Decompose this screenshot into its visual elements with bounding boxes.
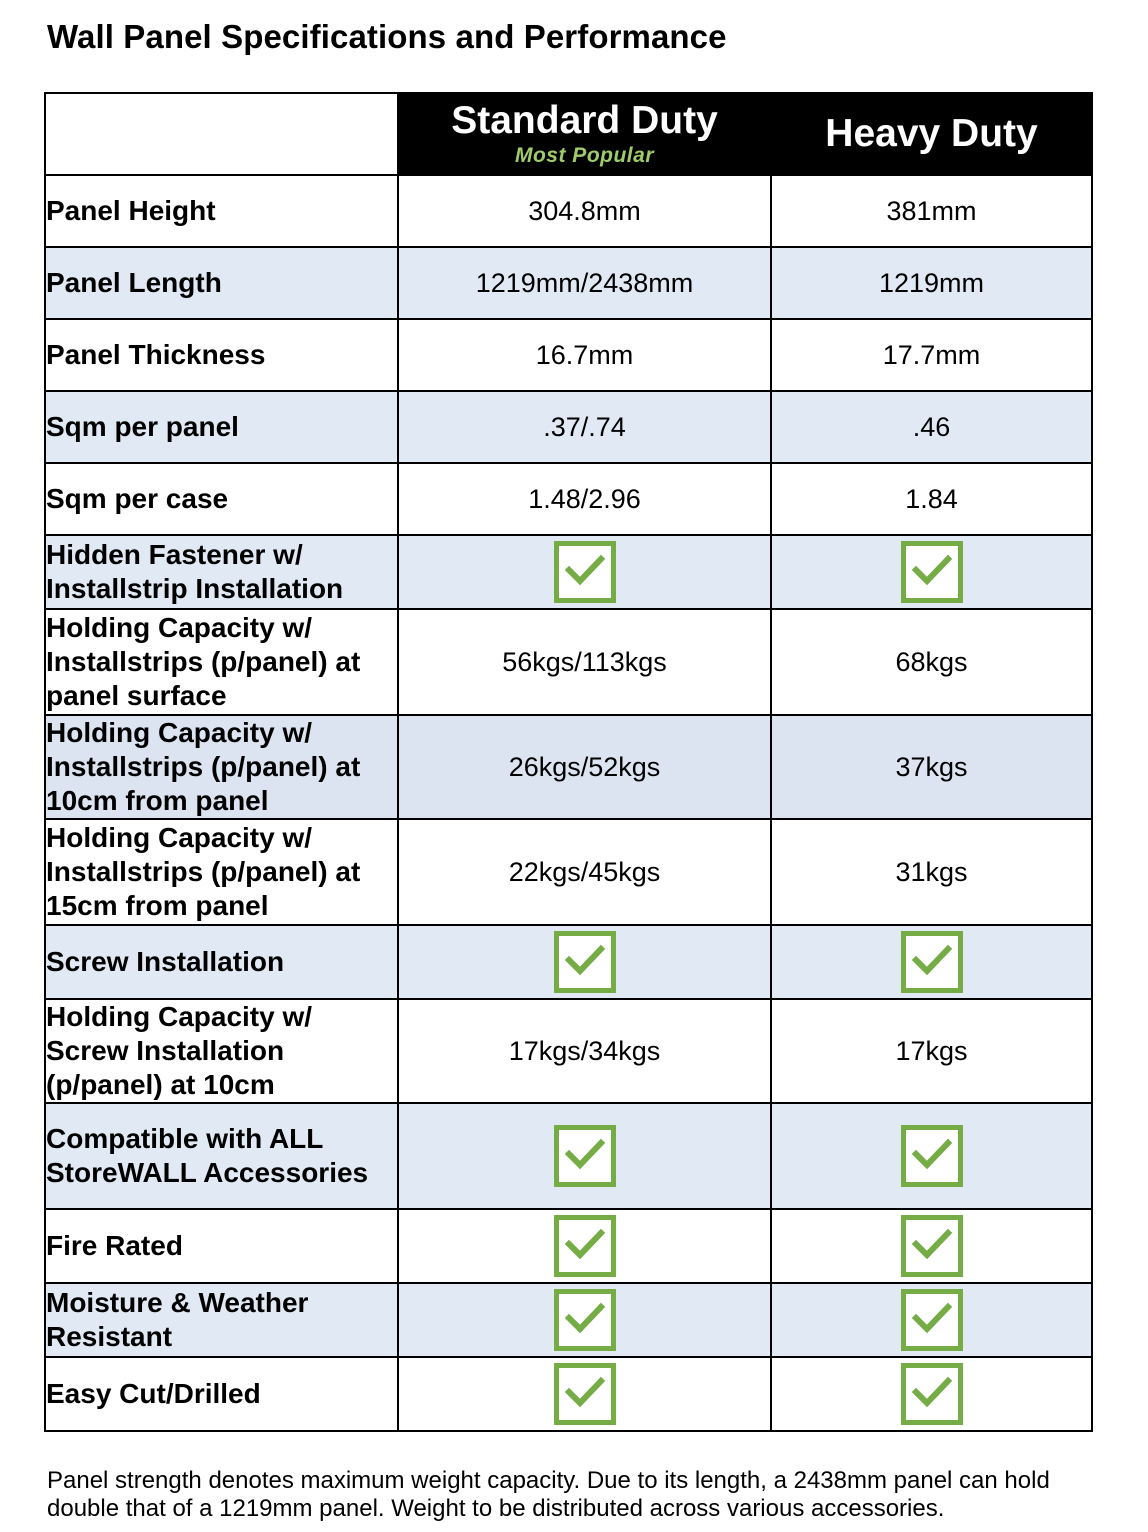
- standard-check-cell: [398, 1283, 771, 1357]
- checkbox-checked-icon: [901, 1215, 963, 1277]
- heavy-value: 37kgs: [771, 715, 1092, 819]
- heavy-value: 31kgs: [771, 819, 1092, 925]
- header-heavy-duty: [771, 93, 1092, 175]
- heavy-check-cell: [771, 1283, 1092, 1357]
- row-label: Holding Capacity w/ Screw Installation (p/panel) at 10cm: [45, 999, 398, 1103]
- table-row: [45, 715, 1092, 819]
- checkbox-checked-icon: [554, 1125, 616, 1187]
- checkbox-checked-icon: [901, 541, 963, 603]
- table-header-row: [45, 93, 1092, 175]
- most-popular-tag: Most Popular: [514, 144, 654, 167]
- row-label: Sqm per case: [45, 463, 398, 535]
- checkbox-checked-icon: [901, 1289, 963, 1351]
- table-row: [45, 247, 1092, 319]
- heavy-duty-title: Heavy Duty: [825, 112, 1038, 155]
- checkbox-checked-icon: [554, 541, 616, 603]
- row-label: Holding Capacity w/ Installstrips (p/panel) at 10cm from panel: [45, 715, 398, 819]
- standard-value: 22kgs/45kgs: [398, 819, 771, 925]
- heavy-value: 1219mm: [771, 247, 1092, 319]
- heavy-check-cell: [771, 925, 1092, 999]
- standard-value: 26kgs/52kgs: [398, 715, 771, 819]
- standard-check-cell: [398, 1357, 771, 1431]
- table-row: [45, 175, 1092, 247]
- heavy-value: 17kgs: [771, 999, 1092, 1103]
- header-blank-cell: [45, 93, 398, 175]
- header-standard-duty: [398, 93, 771, 175]
- table-row: [45, 535, 1092, 609]
- standard-value: 1219mm/2438mm: [398, 247, 771, 319]
- standard-value: 16.7mm: [398, 319, 771, 391]
- heavy-value: 381mm: [771, 175, 1092, 247]
- table-row: [45, 463, 1092, 535]
- row-label: Sqm per panel: [45, 391, 398, 463]
- row-label: Panel Length: [45, 247, 398, 319]
- table-row: [45, 925, 1092, 999]
- table-row: [45, 1283, 1092, 1357]
- standard-check-cell: [398, 925, 771, 999]
- standard-value: 304.8mm: [398, 175, 771, 247]
- standard-value: .37/.74: [398, 391, 771, 463]
- checkbox-checked-icon: [554, 1215, 616, 1277]
- row-label: Hidden Fastener w/ Installstrip Installation: [45, 535, 398, 609]
- standard-value: 17kgs/34kgs: [398, 999, 771, 1103]
- standard-check-cell: [398, 535, 771, 609]
- standard-duty-title: Standard Duty: [451, 99, 718, 142]
- row-label: Panel Thickness: [45, 319, 398, 391]
- heavy-value: 68kgs: [771, 609, 1092, 715]
- standard-check-cell: [398, 1103, 771, 1209]
- table-row: [45, 391, 1092, 463]
- table-row: [45, 819, 1092, 925]
- checkbox-checked-icon: [554, 931, 616, 993]
- table-row: [45, 609, 1092, 715]
- checkbox-checked-icon: [901, 1125, 963, 1187]
- heavy-check-cell: [771, 1209, 1092, 1283]
- table-row: [45, 1103, 1092, 1209]
- checkbox-checked-icon: [554, 1363, 616, 1425]
- row-label: Moisture & Weather Resistant: [45, 1283, 398, 1357]
- heavy-value: .46: [771, 391, 1092, 463]
- row-label: Holding Capacity w/ Installstrips (p/panel) at panel surface: [45, 609, 398, 715]
- spec-table: [44, 92, 1093, 1432]
- heavy-check-cell: [771, 1103, 1092, 1209]
- standard-check-cell: [398, 1209, 771, 1283]
- heavy-value: 17.7mm: [771, 319, 1092, 391]
- page-title: Wall Panel Specifications and Performance: [47, 18, 727, 55]
- standard-value: 56kgs/113kgs: [398, 609, 771, 715]
- row-label: Compatible with ALL StoreWALL Accessories: [45, 1103, 398, 1209]
- footnote: Panel strength denotes maximum weight capacity. Due to its length, a 2438mm panel can hold double that of a 1219mm panel. Weight to be distributed across various accessories.: [47, 1467, 1050, 1522]
- heavy-check-cell: [771, 1357, 1092, 1431]
- table-row: [45, 319, 1092, 391]
- checkbox-checked-icon: [901, 1363, 963, 1425]
- standard-value: 1.48/2.96: [398, 463, 771, 535]
- table-row: [45, 1357, 1092, 1431]
- checkbox-checked-icon: [901, 931, 963, 993]
- heavy-value: 1.84: [771, 463, 1092, 535]
- table-row: [45, 999, 1092, 1103]
- row-label: Fire Rated: [45, 1209, 398, 1283]
- row-label: Easy Cut/Drilled: [45, 1357, 398, 1431]
- checkbox-checked-icon: [554, 1289, 616, 1351]
- row-label: Holding Capacity w/ Installstrips (p/panel) at 15cm from panel: [45, 819, 398, 925]
- row-label: Screw Installation: [45, 925, 398, 999]
- row-label: Panel Height: [45, 175, 398, 247]
- heavy-check-cell: [771, 535, 1092, 609]
- table-row: [45, 1209, 1092, 1283]
